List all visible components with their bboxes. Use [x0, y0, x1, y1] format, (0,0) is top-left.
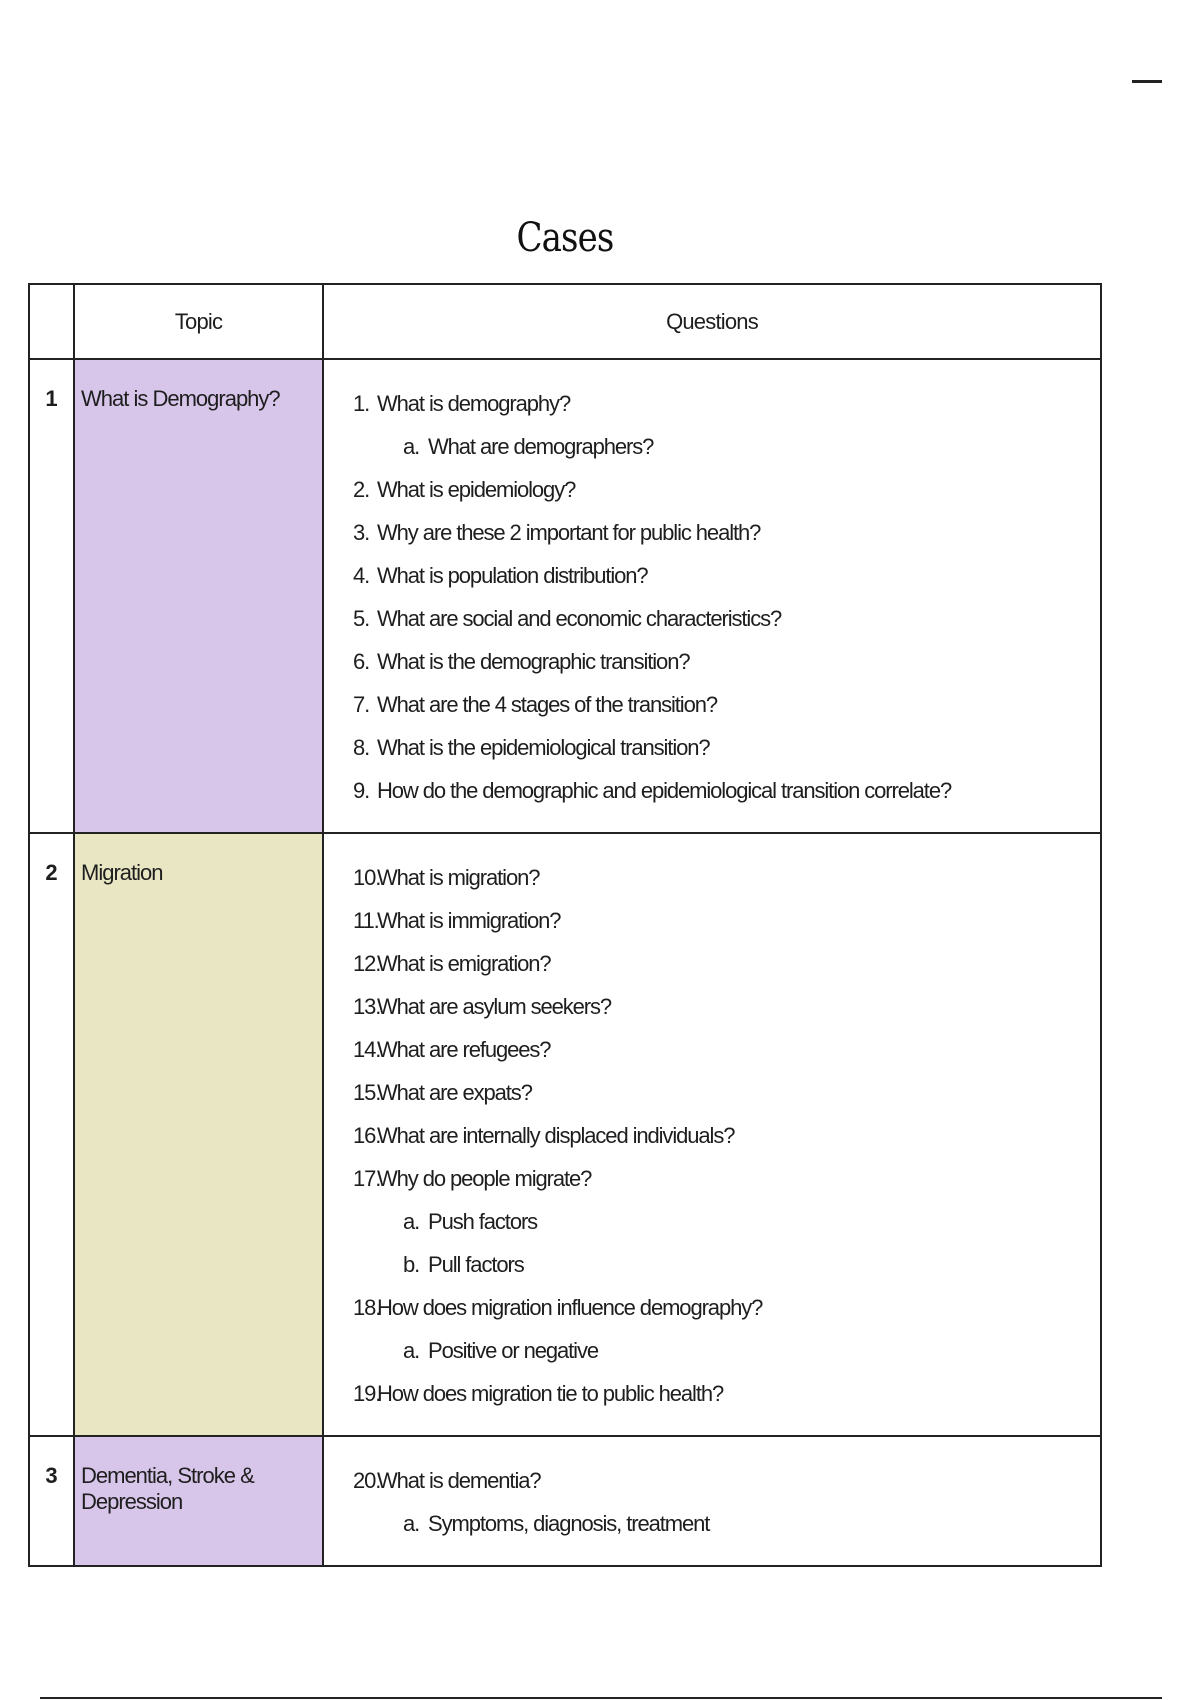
questions-cell [323, 1436, 1101, 1566]
question-number: a. [403, 434, 420, 459]
question-text: What are internally displaced individuals? [377, 1123, 735, 1148]
question-number: 15. [353, 1080, 381, 1105]
table-row [29, 833, 1101, 1436]
question-list [324, 1459, 1100, 1545]
question-number: 5. [353, 606, 370, 631]
question-number: 1. [353, 391, 370, 416]
table-row [29, 1436, 1101, 1566]
header-questions: Questions [323, 284, 1101, 359]
question-number: 20. [353, 1468, 381, 1493]
question-item [324, 554, 1100, 597]
question-text: What are demographers? [428, 434, 654, 459]
question-list [324, 856, 1100, 1415]
sub-question-item [324, 425, 1100, 468]
header-topic: Topic [74, 284, 323, 359]
question-item [324, 1286, 1100, 1329]
questions-cell [323, 359, 1101, 833]
question-text: What are social and economic characteristics? [377, 606, 782, 631]
row-number: 1 [29, 359, 74, 833]
header-number [29, 284, 74, 359]
question-text: What is epidemiology? [377, 477, 576, 502]
question-text: What is migration? [377, 865, 540, 890]
question-list [324, 382, 1100, 812]
question-item [324, 1028, 1100, 1071]
top-dash-mark [1132, 80, 1162, 83]
question-text: How does migration influence demography? [377, 1295, 763, 1320]
question-text: What are the 4 stages of the transition? [377, 692, 718, 717]
question-text: What is emigration? [377, 951, 551, 976]
question-item [324, 1071, 1100, 1114]
cases-table [28, 283, 1102, 1567]
question-item [324, 468, 1100, 511]
question-text: Why do people migrate? [377, 1166, 592, 1191]
question-number: 2. [353, 477, 370, 502]
sub-question-item [324, 1200, 1100, 1243]
question-number: 8. [353, 735, 370, 760]
question-text: What is demography? [377, 391, 571, 416]
question-number: 3. [353, 520, 370, 545]
question-text: What is immigration? [377, 908, 561, 933]
question-item [324, 597, 1100, 640]
topic-cell: What is Demography? [74, 359, 323, 833]
row-number: 3 [29, 1436, 74, 1566]
question-item [324, 640, 1100, 683]
question-number: 17. [353, 1166, 381, 1191]
question-item [324, 1372, 1100, 1415]
question-number: 10. [353, 865, 381, 890]
question-number: 11. [353, 908, 379, 933]
row-number: 2 [29, 833, 74, 1436]
question-text: Positive or negative [428, 1338, 598, 1363]
question-item [324, 382, 1100, 425]
question-text: What is dementia? [377, 1468, 541, 1493]
question-number: 6. [353, 649, 370, 674]
sub-question-item [324, 1502, 1100, 1545]
question-text: What is population distribution? [377, 563, 648, 588]
question-number: 7. [353, 692, 370, 717]
question-item [324, 726, 1100, 769]
question-item [324, 511, 1100, 554]
question-item [324, 942, 1100, 985]
sub-question-item [324, 1243, 1100, 1286]
question-number: b. [403, 1252, 420, 1277]
question-item [324, 1459, 1100, 1502]
question-text: Why are these 2 important for public health? [377, 520, 761, 545]
page-title: Cases [516, 215, 614, 261]
question-text: Pull factors [428, 1252, 524, 1277]
question-text: What are expats? [377, 1080, 532, 1105]
question-number: 19. [353, 1381, 381, 1406]
question-text: What is the demographic transition? [377, 649, 690, 674]
question-text: What is the epidemiological transition? [377, 735, 710, 760]
question-item [324, 769, 1100, 812]
question-number: 16. [353, 1123, 381, 1148]
question-item [324, 899, 1100, 942]
question-text: What are refugees? [377, 1037, 551, 1062]
topic-cell: Dementia, Stroke & Depression [74, 1436, 323, 1566]
sub-question-item [324, 1329, 1100, 1372]
question-number: 12. [353, 951, 381, 976]
question-number: a. [403, 1338, 420, 1363]
question-item [324, 1114, 1100, 1157]
question-number: a. [403, 1511, 420, 1536]
questions-cell [323, 833, 1101, 1436]
question-number: 13. [353, 994, 381, 1019]
question-number: 14. [353, 1037, 381, 1062]
question-number: 4. [353, 563, 370, 588]
question-text: Symptoms, diagnosis, treatment [428, 1511, 710, 1536]
question-text: How does migration tie to public health? [377, 1381, 724, 1406]
question-number: 9. [353, 778, 370, 803]
question-item [324, 856, 1100, 899]
question-text: What are asylum seekers? [377, 994, 612, 1019]
question-item [324, 683, 1100, 726]
topic-cell: Migration [74, 833, 323, 1436]
bottom-rule [40, 1697, 1162, 1699]
question-item [324, 985, 1100, 1028]
table-row [29, 359, 1101, 833]
question-item [324, 1157, 1100, 1200]
question-number: a. [403, 1209, 420, 1234]
question-number: 18. [353, 1295, 381, 1320]
question-text: How do the demographic and epidemiological transition correlate? [377, 778, 952, 803]
header-row [29, 284, 1101, 359]
question-text: Push factors [428, 1209, 538, 1234]
